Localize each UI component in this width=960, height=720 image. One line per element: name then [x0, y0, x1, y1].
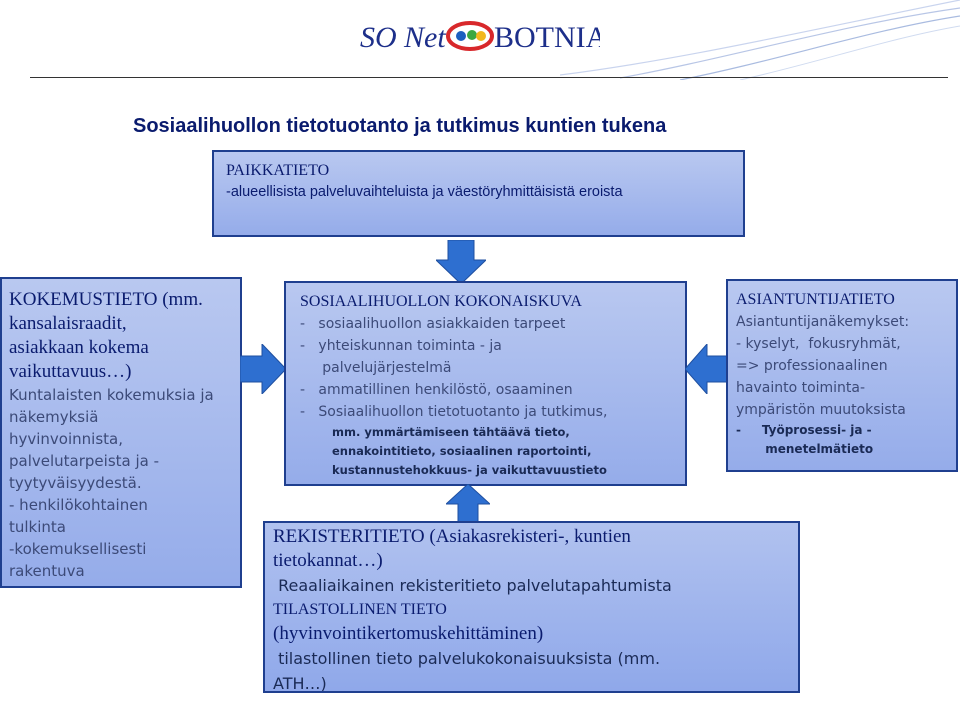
rekisteritieto-box	[263, 521, 800, 693]
asiantuntijatieto-bold-line: - Työprosessi- ja -	[736, 423, 872, 437]
kokemustieto-box	[0, 277, 242, 588]
asiantuntijatieto-line: Asiantuntijanäkemykset:	[736, 314, 910, 330]
kokemustieto-text: Kuntalaisten kokemuksia ja	[9, 386, 214, 404]
arrow-right-icon	[240, 344, 286, 394]
header-divider	[30, 77, 948, 78]
rekisteritieto-line: tietokannat…)	[273, 550, 383, 571]
rekisteritieto-line: REKISTERITIETO (Asiakasrekisteri-, kuntien	[273, 526, 631, 547]
asiantuntijatieto-heading: ASIANTUNTIJATIETO	[736, 291, 895, 308]
kokemustieto-line: vaikuttavuus…)	[9, 361, 132, 382]
kokonaiskuva-item: palvelujärjestelmä	[300, 360, 452, 376]
arrow-left-icon	[685, 344, 729, 394]
rekisteritieto-line: Reaaliaikainen rekisteritieto palvelutapahtumista	[273, 576, 672, 595]
kokemustieto-text: tyytyväisyydestä.	[9, 474, 142, 492]
kokemustieto-text: tulkinta	[9, 518, 66, 536]
kokonaiskuva-bold-line: ennakointitieto, sosiaalinen raportointi,	[332, 444, 592, 458]
kokonaiskuva-bold-line: mm. ymmärtämiseen tähtäävä tieto,	[332, 425, 570, 439]
kokonaiskuva-bold-line: kustannustehokkuus- ja vaikuttavuustieto	[332, 463, 607, 477]
svg-text:SO: SO	[360, 21, 397, 54]
svg-text:Net: Net	[404, 21, 446, 54]
kokemustieto-text: hyvinvoinnista,	[9, 430, 123, 448]
kokemustieto-text: näkemyksiä	[9, 408, 99, 426]
asiantuntijatieto-bold-line: menetelmätieto	[736, 442, 874, 456]
asiantuntijatieto-line: - kyselyt, fokusryhmät,	[736, 336, 901, 352]
asiantuntijatieto-line: => professionaalinen	[736, 358, 888, 374]
kokemustieto-line: KOKEMUSTIETO (mm.	[9, 289, 203, 310]
kokonaiskuva-item: - sosiaalihuollon asiakkaiden tarpeet	[300, 316, 566, 332]
kokonaiskuva-item: - yhteiskunnan toiminta - ja	[300, 338, 502, 354]
arrow-down-icon	[436, 240, 486, 284]
rekisteritieto-line: ATH…)	[273, 674, 327, 693]
svg-text:BOTNIA: BOTNIA	[494, 21, 600, 54]
kokemustieto-text: rakentuva	[9, 562, 85, 580]
sonet-botnia-logo	[360, 6, 600, 62]
kokemustieto-line: kansalaisraadit,	[9, 313, 127, 334]
decorative-wave-lines	[560, 0, 960, 80]
kokemustieto-line: asiakkaan kokema	[9, 337, 149, 358]
kokonaiskuva-item: - Sosiaalihuollon tietotuotanto ja tutkimus,	[300, 404, 608, 420]
rekisteritieto-line: tilastollinen tieto palvelukokonaisuuksista (mm.	[273, 649, 661, 668]
kokonaiskuva-box	[284, 281, 687, 486]
asiantuntijatieto-line: ympäristön muutoksista	[736, 402, 906, 418]
asiantuntijatieto-box	[726, 279, 958, 472]
kokonaiskuva-item: - ammatillinen henkilöstö, osaaminen	[300, 382, 573, 398]
kokemustieto-text: -kokemuksellisesti	[9, 540, 147, 558]
paikkatieto-text: -alueellisista palveluvaihteluista ja väestöryhmittäisistä eroista	[226, 184, 623, 200]
kokonaiskuva-heading: SOSIAALIHUOLLON KOKONAISKUVA	[300, 293, 582, 310]
tilastollinen-heading: TILASTOLLINEN TIETO	[273, 601, 447, 618]
paikkatieto-heading: PAIKKATIETO	[226, 162, 330, 179]
arrow-up-icon	[446, 484, 490, 524]
asiantuntijatieto-line: havainto toiminta-	[736, 380, 866, 396]
rekisteritieto-line: (hyvinvointikertomuskehittäminen)	[273, 623, 544, 644]
paikkatieto-box	[212, 150, 745, 237]
page-title: Sosiaalihuollon tietotuotanto ja tutkimus kuntien tukena	[133, 115, 667, 137]
kokemustieto-text: palvelutarpeista ja -	[9, 452, 160, 470]
kokemustieto-text: - henkilökohtainen	[9, 496, 148, 514]
